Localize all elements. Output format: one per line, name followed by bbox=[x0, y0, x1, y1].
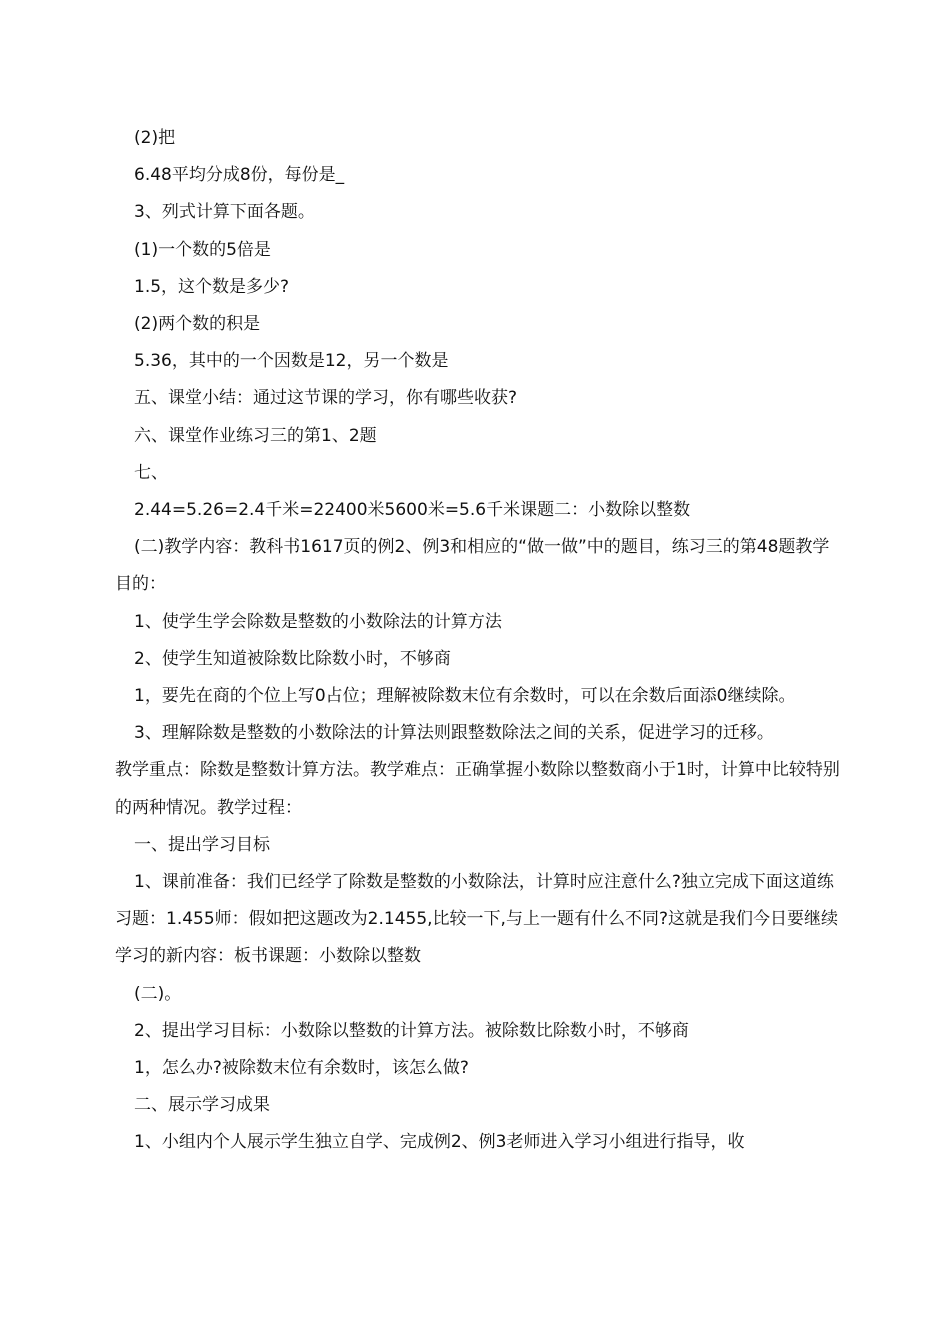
paragraph-8: 五、课堂小结：通过这节课的学习，你有哪些收获? bbox=[134, 388, 518, 409]
paragraph-7: 5.36，其中的一个因数是12，另一个数是 bbox=[134, 351, 449, 372]
paragraph-11: 2.44=5.26=2.4千米=22400米5600米=5.6千米课题二：小数除以整数 bbox=[134, 500, 691, 521]
paragraph-14: 2、使学生知道被除数比除数小时，不够商 bbox=[134, 648, 451, 669]
paragraph-18: 一、提出学习目标 bbox=[134, 834, 270, 855]
document-page bbox=[115, 120, 840, 1162]
paragraph-2: 6.48平均分成8份，每份是_ bbox=[134, 165, 345, 186]
paragraph-10: 七、 bbox=[134, 462, 168, 483]
paragraph-21: 2、提出学习目标：小数除以整数的计算方法。被除数比除数小时，不够商 bbox=[134, 1020, 689, 1041]
paragraph-5: 1.5，这个数是多少? bbox=[134, 276, 290, 297]
paragraph-13: 1、使学生学会除数是整数的小数除法的计算方法 bbox=[134, 611, 502, 632]
paragraph-9: 六、课堂作业练习三的第1、2题 bbox=[134, 425, 377, 446]
paragraph-20: (二)。 bbox=[134, 983, 182, 1004]
paragraph-19: 1、课前准备：我们已经学了除数是整数的小数除法，计算时应注意什么?独立完成下面这道练习题：1.455师：假如把这题改为2.1455,比较一下,与上一题有什么不同?这就是我们今日要继续学习的新内容：板书课题：小数除以整数 bbox=[115, 872, 838, 967]
paragraph-23: 二、展示学习成果 bbox=[134, 1095, 270, 1116]
paragraph-16: 3、理解除数是整数的小数除法的计算法则跟整数除法之间的关系，促进学习的迁移。 bbox=[134, 723, 774, 744]
paragraph-4: (1)一个数的5倍是 bbox=[134, 239, 271, 260]
paragraph-3: 3、列式计算下面各题。 bbox=[134, 202, 315, 223]
paragraph-17: 教学重点：除数是整数计算方法。教学难点：正确掌握小数除以整数商小于1时，计算中比较特别的两种情况。教学过程： bbox=[115, 760, 840, 818]
paragraph-6: (2)两个数的积是 bbox=[134, 314, 261, 335]
paragraph-1: (2)把 bbox=[134, 128, 176, 148]
paragraph-22: 1，怎么办?被除数末位有余数时，该怎么做? bbox=[134, 1058, 469, 1079]
paragraph-12: (二)教学内容：教科书1617页的例2、例3和相应的“做一做”中的题目，练习三的第48题教学目的： bbox=[115, 537, 830, 595]
paragraph-24: 1、小组内个人展示学生独立自学、完成例2、例3老师进入学习小组进行指导，收 bbox=[134, 1132, 745, 1153]
paragraph-15: 1，要先在商的个位上写0占位；理解被除数末位有余数时，可以在余数后面添0继续除。 bbox=[134, 686, 796, 707]
